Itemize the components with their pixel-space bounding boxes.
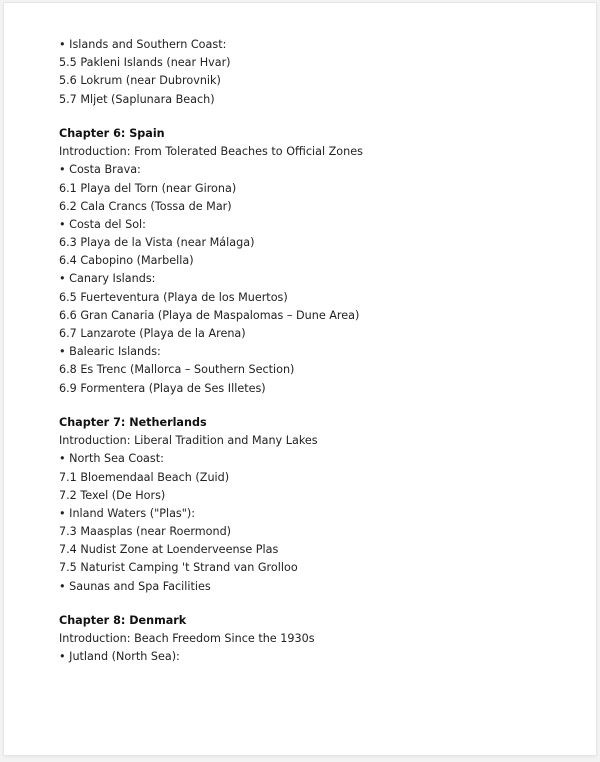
toc-line: Introduction: Beach Freedom Since the 1930s — [59, 632, 315, 646]
toc-line: 7.3 Maasplas (near Roermond) — [59, 525, 232, 539]
toc-line: 5.6 Lokrum (near Dubrovnik) — [59, 74, 221, 88]
toc-line: 7.4 Nudist Zone at Loenderveense Plas — [59, 543, 279, 557]
toc-line: 6.3 Playa de la Vista (near Málaga) — [59, 236, 255, 250]
subsection-bullet: • North Sea Coast: — [59, 452, 164, 466]
toc-line: 6.5 Fuerteventura (Playa de los Muertos) — [59, 290, 288, 304]
subsection-bullet: • Inland Waters ("Plas"): — [59, 506, 196, 520]
chapter-heading: Chapter 6: Spain — [59, 126, 165, 140]
subsection-bullet: • Costa del Sol: — [59, 217, 146, 231]
toc-line: 7.2 Texel (De Hors) — [59, 488, 166, 502]
section-gap — [59, 596, 579, 612]
toc-line: 6.6 Gran Canaria (Playa de Maspalomas – Dune Area) — [59, 308, 360, 322]
subsection-bullet: • Jutland (North Sea): — [59, 650, 180, 664]
chapter-heading: Chapter 8: Denmark — [59, 614, 187, 627]
document-content — [59, 36, 579, 667]
toc-line: 5.5 Pakleni Islands (near Hvar) — [59, 56, 231, 70]
document-section — [59, 125, 579, 398]
toc-line: Introduction: Liberal Tradition and Many Lakes — [59, 434, 318, 448]
toc-line: 6.9 Formentera (Playa de Ses Illetes) — [59, 381, 266, 395]
subsection-bullet: • Saunas and Spa Facilities — [59, 579, 211, 593]
subsection-bullet: • Balearic Islands: — [59, 345, 161, 359]
section-gap — [59, 109, 579, 125]
toc-line: 6.4 Cabopino (Marbella) — [59, 254, 194, 268]
document-section — [59, 612, 579, 667]
toc-line: 6.7 Lanzarote (Playa de la Arena) — [59, 327, 246, 340]
document-page — [4, 3, 596, 755]
toc-line: Introduction: From Tolerated Beaches to Official Zones — [59, 145, 363, 159]
toc-line: 7.5 Naturist Camping 't Strand van Grolloo — [59, 561, 298, 575]
subsection-bullet: • Costa Brava: — [59, 163, 141, 177]
toc-line: 6.1 Playa del Torn (near Girona) — [59, 181, 237, 195]
toc-line: 7.1 Bloemendaal Beach (Zuid) — [59, 470, 230, 484]
subsection-bullet: • Canary Islands: — [59, 272, 156, 286]
subsection-bullet: • Islands and Southern Coast: — [59, 38, 227, 51]
document-section — [59, 36, 579, 109]
toc-line: 6.8 Es Trenc (Mallorca – Southern Section) — [59, 363, 295, 377]
section-gap — [59, 398, 579, 414]
toc-line: 6.2 Cala Crancs (Tossa de Mar) — [59, 199, 232, 213]
document-section — [59, 414, 579, 596]
toc-line: 5.7 Mljet (Saplunara Beach) — [59, 92, 215, 106]
chapter-heading: Chapter 7: Netherlands — [59, 415, 207, 429]
